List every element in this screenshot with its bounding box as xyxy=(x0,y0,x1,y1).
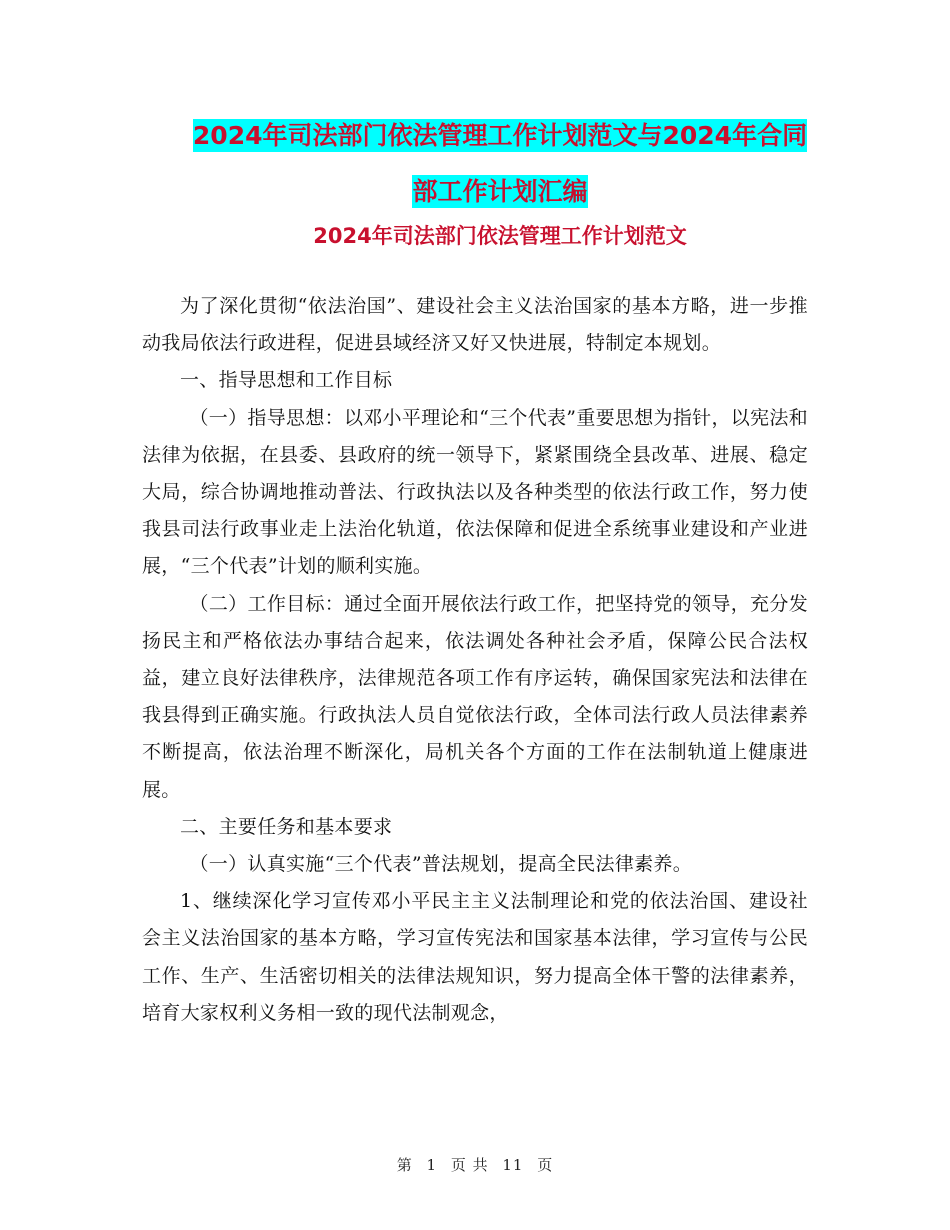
footer-middle: 页 共 xyxy=(450,1156,489,1174)
page-footer xyxy=(0,1154,950,1175)
paragraph-work-goals: （二）工作目标：通过全面开展依法行政工作，把坚持党的领导，充分发扬民主和严格依法办事结合起来，依法调处各种社会矛盾，保障公民合法权益，建立良好法律秩序，法律规范各项工作有序运转，确保国家宪法和法律在我县得到正确实施。行政执法人员自觉依法行政，全体司法行政人员法律素养不断提高，依法治理不断深化，局机关各个方面的工作在法制轨道上健康进展。 xyxy=(142,592,808,801)
heading-main-tasks: 二、主要任务和基本要求 xyxy=(180,815,393,838)
main-title xyxy=(140,108,860,220)
section-title: 2024年司法部门依法管理工作计划范文 xyxy=(313,224,687,248)
paragraph-intro: 为了深化贯彻“依法治国”、建设社会主义法治国家的基本方略，进一步推动我局依法行政进程，促进县域经济又好又快进展，特制定本规划。 xyxy=(142,295,808,355)
paragraph-task-one: （一）认真实施“三个代表”普法规划，提高全民法律素养。 xyxy=(189,853,693,876)
footer-prefix: 第 xyxy=(396,1156,413,1174)
document-body xyxy=(142,288,808,1032)
footer-page-number: 1 xyxy=(426,1156,438,1174)
paragraph-task-one-item1: 1、继续深化学习宣传邓小平民主主义法制理论和党的依法治国、建设社会主义法治国家的基本方略，学习宣传宪法和国家基本法律，学习宣传与公民工作、生产、生活密切相关的法律法规知识，努力提高全体干警的法律素养，培育大家权利义务相一致的现代法制观念， xyxy=(142,890,808,1024)
footer-suffix: 页 xyxy=(537,1156,554,1174)
footer-total-pages: 11 xyxy=(502,1156,524,1174)
main-title-line1: 2024年司法部门依法管理工作计划范文与2024年合同 xyxy=(192,121,808,150)
paragraph-guiding-thought: （一）指导思想：以邓小平理论和“三个代表”重要思想为指针，以宪法和法律为依据，在县委、县政府的统一领导下，紧紧围绕全县改革、进展、稳定大局，综合协调地推动普法、行政执法以及各种类型的依法行政工作，努力使我县司法行政事业走上法治化轨道，依法保障和促进全系统事业建设和产业进展，“三个代表”计划的顺利实施。 xyxy=(142,406,808,578)
heading-guiding-principles: 一、指导思想和工作目标 xyxy=(180,369,393,392)
main-title-line2: 部工作计划汇编 xyxy=(412,177,588,206)
